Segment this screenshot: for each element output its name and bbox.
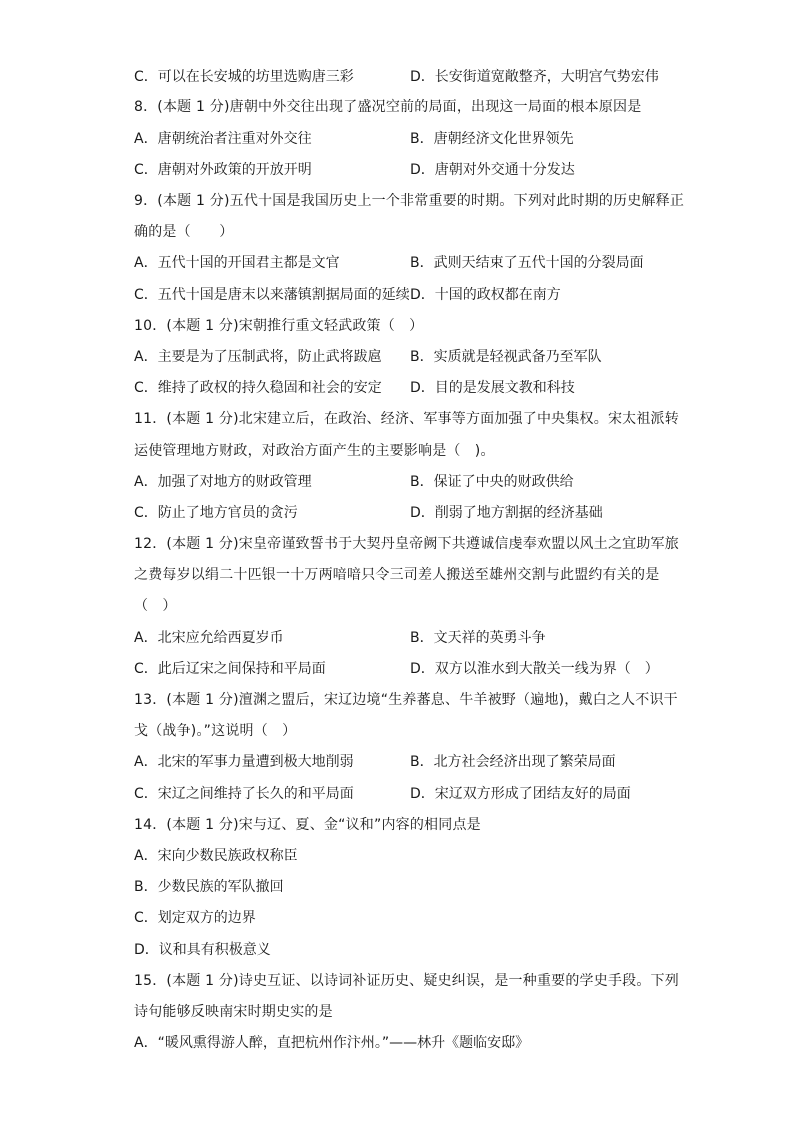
q8-option-b: B．唐朝经济文化世界领先 [410,131,574,147]
q8-stem: 8．(本题 1 分)唐朝中外交往出现了盛况空前的局面，出现这一局面的根本原因是 [134,99,642,115]
q13-option-c: C．宋辽之间维持了长久的和平局面 [134,786,354,802]
q15-stem-line1: 15．(本题 1 分)诗史互证、以诗词补证历史、疑史纠误，是一种重要的学史手段。下列 [134,973,679,989]
q9-option-a: A．五代十国的开国君主都是文官 [134,255,340,271]
q14-option-c: C．划定双方的边界 [134,910,256,926]
q10-option-c: C．维持了政权的持久稳固和社会的安定 [134,380,382,396]
q9-option-d: D．十国的政权都在南方 [410,287,561,303]
q12-option-b: B．文天祥的英勇斗争 [410,630,546,646]
q14-option-d: D．议和具有积极意义 [134,942,271,958]
q13-stem-line2: 戈（战争)。”这说明（ ） [134,723,297,739]
q11-option-d: D．削弱了地方割据的经济基础 [410,505,603,521]
q11-stem-line2: 运使管理地方财政，对政治方面产生的主要影响是（ )。 [134,443,495,459]
q13-option-a: A．北宋的军事力量遭到极大地削弱 [134,754,354,770]
q9-stem-line1: 9．(本题 1 分)五代十国是我国历史上一个非常重要的时期。下列对此时期的历史解释正 [134,193,685,209]
q7-option-c: C．可以在长安城的坊里选购唐三彩 [134,69,354,85]
q8-option-d: D．唐朝对外交通十分发达 [410,162,575,178]
q9-option-b: B．武则天结束了五代十国的分裂局面 [410,255,644,271]
q13-stem-line1: 13．(本题 1 分)澶渊之盟后，宋辽边境“生养蕃息、牛羊被野（遍地)，戴白之人不识干 [134,692,678,708]
q13-option-d: D．宋辽双方形成了团结友好的局面 [410,786,631,802]
q14-option-b: B．少数民族的军队撤回 [134,879,284,895]
q8-option-c: C．唐朝对外政策的开放开明 [134,162,312,178]
q15-option-a: A．“暖风熏得游人醉，直把杭州作汴州。”——林升《题临安邸》 [134,1035,530,1051]
q11-option-c: C．防止了地方官员的贪污 [134,505,298,521]
q12-option-d: D．双方以淮水到大散关一线为界（ ） [410,661,659,677]
q8-option-a: A．唐朝统治者注重对外交往 [134,131,312,147]
q13-option-b: B．北方社会经济出现了繁荣局面 [410,754,616,770]
q14-stem: 14．(本题 1 分)宋与辽、夏、金“议和”内容的相同点是 [134,817,481,833]
q10-option-d: D．目的是发展文教和科技 [410,380,575,396]
q12-option-c: C．此后辽宋之间保持和平局面 [134,661,326,677]
q12-stem-line3: （ ） [134,598,177,614]
q12-option-a: A．北宋应允给西夏岁币 [134,630,284,646]
q11-option-b: B．保证了中央的财政供给 [410,474,574,490]
q11-option-a: A．加强了对地方的财政管理 [134,474,312,490]
q15-stem-line2: 诗句能够反映南宋时期史实的是 [134,1004,333,1020]
q7-option-d: D．长安街道宽敞整齐，大明宫气势宏伟 [410,69,659,85]
q11-stem-line1: 11．(本题 1 分)北宋建立后，在政治、经济、军事等方面加强了中央集权。宋太祖派转 [134,411,679,427]
q10-option-a: A．主要是为了压制武将，防止武将跋扈 [134,349,382,365]
q10-stem: 10．(本题 1 分)宋朝推行重文轻武政策（ ） [134,318,424,334]
q9-stem-line2: 确的是（ ） [134,224,234,240]
q14-option-a: A．宋向少数民族政权称臣 [134,848,298,864]
q12-stem-line1: 12．(本题 1 分)宋皇帝谨致誓书于大契丹皇帝阙下共遵诚信虔奉欢盟以风土之宜助军旅 [134,536,679,552]
q9-option-c: C．五代十国是唐末以来藩镇割据局面的延续 [134,287,410,303]
q12-stem-line2: 之费每岁以绢二十匹银一十万两喑喑只令三司差人搬送至雄州交割与此盟约有关的是 [134,567,660,583]
q10-option-b: B．实质就是轻视武备乃至军队 [410,349,602,365]
